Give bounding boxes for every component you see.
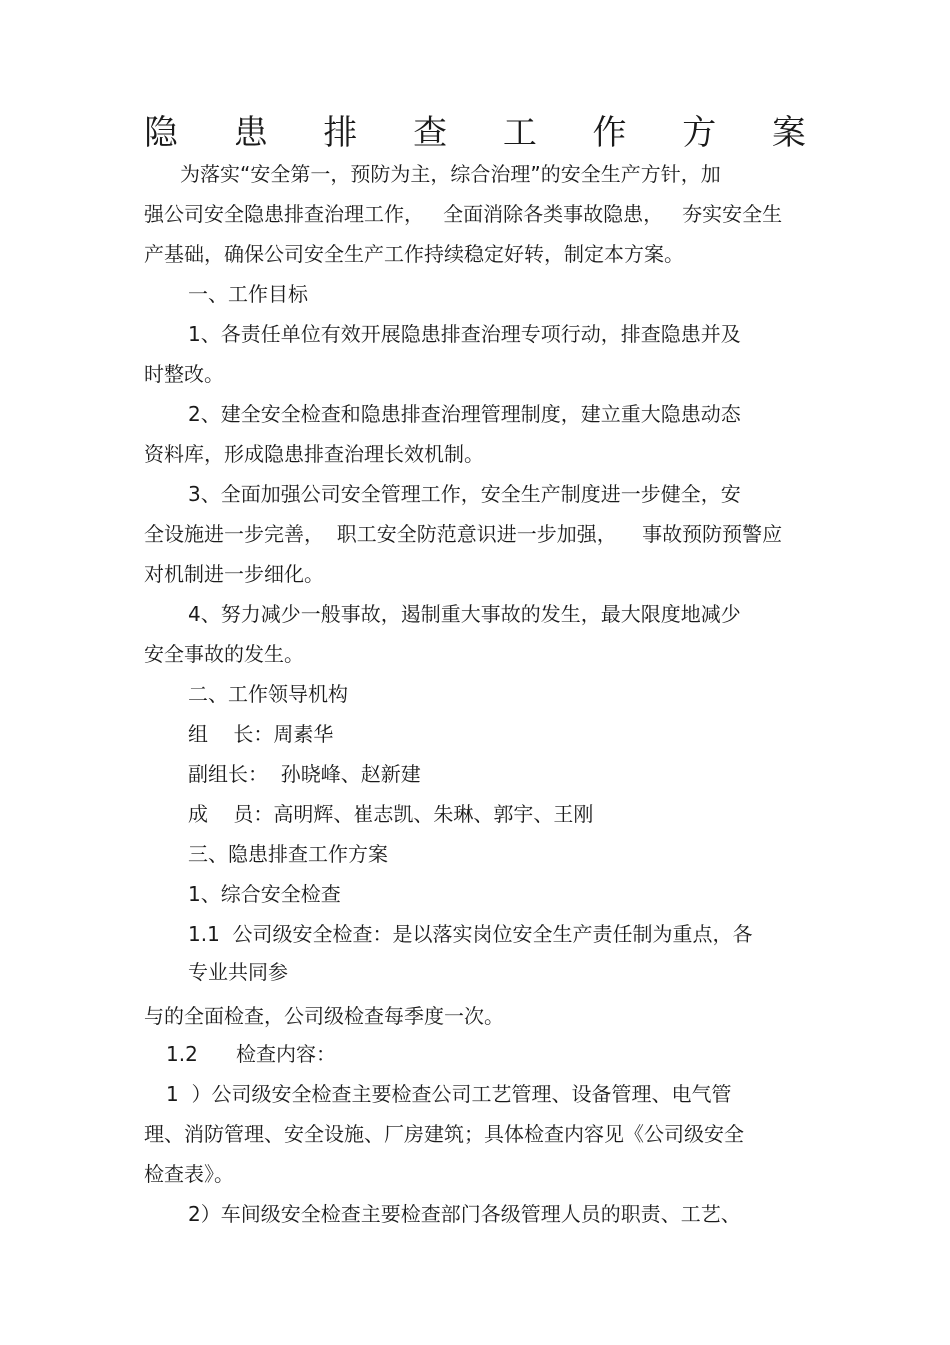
title-char: 工 [502, 112, 537, 153]
body-line: 时整改。 [144, 362, 224, 386]
body-line: 为落实“安全第一，预防为主，综合治理”的安全生产方针，加 [180, 162, 721, 186]
body-line: 理、消防管理、安全设施、厂房建筑；具体检查内容见《公司级安全 [144, 1122, 744, 1146]
section-heading: 二、工作领导机构 [188, 682, 348, 706]
title-char: 作 [592, 112, 627, 153]
body-line: 4、努力减少一般事故，遏制重大事故的发生，最大限度地减少 [188, 602, 741, 626]
body-line: 对机制进一步细化。 [144, 562, 324, 586]
title-char: 隐 [144, 112, 178, 153]
title-char: 查 [413, 112, 448, 153]
body-line: 1.2 检查内容： [166, 1042, 336, 1066]
body-line: 强公司安全隐患排查治理工作， 全面消除各类事故隐患， 夯实安全生 [144, 202, 783, 226]
body-line: 检查表》。 [144, 1162, 234, 1186]
member-line: 副组长： 孙晓峰、赵新建 [188, 762, 421, 786]
section-heading: 三、隐患排查工作方案 [188, 842, 388, 866]
body-line: 2）车间级安全检查主要检查部门各级管理人员的职责、工艺、 [188, 1202, 741, 1226]
title-char: 案 [771, 112, 806, 153]
body-line: 1 ）公司级安全检查主要检查公司工艺管理、设备管理、电气管 [166, 1082, 732, 1106]
body-line: 安全事故的发生。 [144, 642, 304, 666]
subsection-heading: 1、综合安全检查 [188, 882, 341, 906]
document-title [144, 104, 806, 154]
title-char: 排 [323, 112, 358, 153]
body-line: 与的全面检查，公司级检查每季度一次。 [144, 1004, 504, 1028]
body-line: 全设施进一步完善， 职工安全防范意识进一步加强， 事故预防预警应 [144, 522, 783, 546]
body-line: 产基础，确保公司安全生产工作持续稳定好转，制定本方案。 [144, 242, 684, 266]
body-line: 2、建全安全检查和隐患排查治理管理制度，建立重大隐患动态 [188, 402, 741, 426]
body-line: 3、全面加强公司安全管理工作，安全生产制度进一步健全，安 [188, 482, 741, 506]
body-line: 资料库，形成隐患排查治理长效机制。 [144, 442, 484, 466]
section-heading: 一、工作目标 [188, 282, 308, 306]
title-char: 患 [233, 112, 268, 153]
body-line: 专业共同参 [188, 960, 288, 984]
body-line: 1.1 公司级安全检查：是以落实岗位安全生产责任制为重点，各 [188, 922, 753, 946]
body-line: 1、各责任单位有效开展隐患排查治理专项行动，排查隐患并及 [188, 322, 741, 346]
member-line: 组 长：周素华 [188, 722, 334, 746]
member-line: 成 员：高明辉、崔志凯、朱琳、郭宇、王刚 [188, 802, 594, 826]
title-char: 方 [682, 112, 717, 153]
